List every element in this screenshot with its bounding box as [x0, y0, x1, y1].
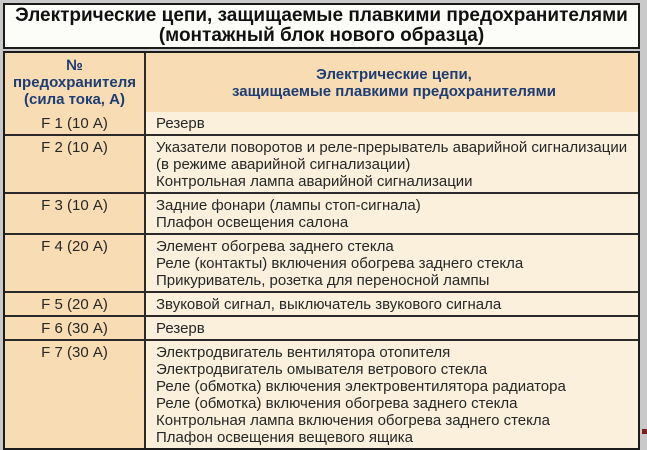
fuse-label: F 7 (30 А) — [41, 344, 108, 361]
circuit-item: Электродвигатель омывателя ветрового стекла — [156, 361, 488, 378]
circuits-cell — [146, 136, 638, 192]
circuit-item: Реле (обмотка) включения обогрева заднего стекла — [156, 395, 518, 412]
circuits-cell — [146, 235, 638, 291]
circuit-item: Контрольная лампа аварийной сигнализации — [156, 173, 473, 190]
fuse-cell — [5, 293, 146, 315]
table-title-line2: (монтажный блок нового образца) — [158, 25, 485, 46]
circuit-item: Плафон освещения салона — [156, 214, 349, 231]
table-row — [5, 339, 638, 448]
manual-page-frame — [3, 3, 640, 450]
fuse-column-header-line1: № предохранителя — [13, 57, 136, 91]
circuit-item: Прикуриватель, розетка для переносной лампы — [156, 272, 490, 289]
circuit-item: Резерв — [156, 115, 205, 132]
circuits-cell — [146, 317, 638, 339]
fuse-label: F 6 (30 А) — [41, 320, 108, 337]
circuits-column-header-line1: Электрические цепи, — [316, 65, 472, 83]
fuse-cell — [5, 341, 146, 448]
circuit-item: Плафон освещения вещевого ящика — [156, 429, 413, 446]
corner-red-mark — [642, 429, 647, 434]
table-title — [3, 3, 640, 49]
fuse-table — [3, 51, 640, 450]
circuit-item: Контрольная лампа включения обогрева заднего стекла — [156, 412, 550, 429]
table-row — [5, 233, 638, 291]
fuse-label: F 2 (10 А) — [41, 139, 108, 156]
table-row — [5, 192, 638, 233]
table-row — [5, 112, 638, 134]
circuit-item: Звуковой сигнал, выключатель звукового сигнала — [156, 296, 502, 313]
circuits-column-header-line2: защищаемые плавкими предохранителями — [232, 82, 556, 100]
circuits-cell — [146, 293, 638, 315]
fuse-cell — [5, 112, 146, 134]
circuits-column-header — [146, 53, 638, 112]
fuse-cell — [5, 317, 146, 339]
circuit-item: Реле (обмотка) включения электровентилятора радиатора — [156, 378, 566, 395]
fuse-label: F 3 (10 А) — [41, 197, 108, 214]
circuits-cell — [146, 194, 638, 233]
fuse-cell — [5, 235, 146, 291]
table-row — [5, 291, 638, 315]
circuits-cell — [146, 341, 638, 448]
fuse-label: F 4 (20 А) — [41, 238, 108, 255]
circuits-cell — [146, 112, 638, 134]
fuse-column-header — [5, 53, 146, 112]
circuit-item: Резерв — [156, 320, 205, 337]
circuit-item: Реле (контакты) включения обогрева заднего стекла — [156, 255, 524, 272]
circuit-item: Элемент обогрева заднего стекла — [156, 238, 394, 255]
fuse-label: F 5 (20 А) — [41, 296, 108, 313]
circuit-item: Указатели поворотов и реле-прерыватель аварийной сигнализации (в режиме аварийной сигнализации) — [156, 139, 628, 173]
circuit-item: Электродвигатель вентилятора отопителя — [156, 344, 451, 361]
table-title-line1: Электрические цепи, защищаемые плавкими предохранителями — [15, 5, 628, 26]
table-body — [5, 112, 638, 448]
fuse-label: F 1 (10 А) — [41, 115, 108, 132]
fuse-cell — [5, 136, 146, 192]
fuse-cell — [5, 194, 146, 233]
table-row — [5, 315, 638, 339]
table-header-row — [5, 53, 638, 112]
table-row — [5, 134, 638, 192]
circuit-item: Задние фонари (лампы стоп-сигнала) — [156, 197, 421, 214]
fuse-column-header-line2: (сила тока, А) — [24, 91, 125, 108]
